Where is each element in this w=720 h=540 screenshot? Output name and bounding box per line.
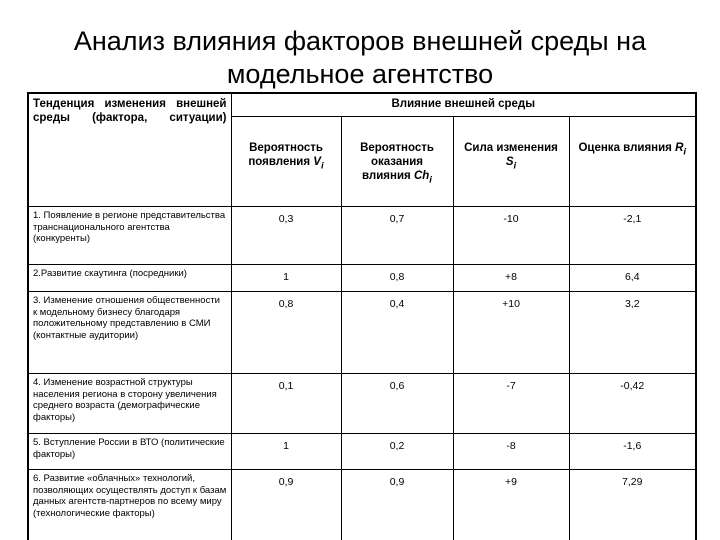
header-probability-influence xyxy=(341,117,453,207)
influence-table xyxy=(27,92,697,540)
table-row xyxy=(28,292,696,374)
cell-s: +8 xyxy=(453,265,569,292)
cell-r: -0,42 xyxy=(569,374,696,434)
cell-ch: 0,4 xyxy=(341,292,453,374)
row-label: 3. Изменение отношения общественности к модельному бизнесу благодаря положительному представлению в СМИ (контактные аудитории) xyxy=(28,292,231,374)
table-row xyxy=(28,374,696,434)
cell-v: 0,3 xyxy=(231,207,341,265)
cell-ch: 0,2 xyxy=(341,434,453,470)
header-influence: Влияние внешней среды xyxy=(231,93,696,117)
header-probability-influence-text: Вероятность оказания влияния xyxy=(360,142,434,182)
row-label: 4. Изменение возрастной структуры населения региона в сторону увеличения среднего возраста (демографические факторы) xyxy=(28,374,231,434)
cell-r: 3,2 xyxy=(569,292,696,374)
cell-s: -8 xyxy=(453,434,569,470)
header-estimate-symbol: R xyxy=(675,142,684,154)
header-strength xyxy=(453,117,569,207)
table-row xyxy=(28,265,696,292)
cell-ch: 0,9 xyxy=(341,470,453,540)
cell-r: -1,6 xyxy=(569,434,696,470)
cell-s: -10 xyxy=(453,207,569,265)
cell-v: 1 xyxy=(231,265,341,292)
cell-r: -2,1 xyxy=(569,207,696,265)
cell-s: +9 xyxy=(453,470,569,540)
header-probability-appearance-subscript: i xyxy=(320,160,324,172)
cell-v: 1 xyxy=(231,434,341,470)
cell-ch: 0,7 xyxy=(341,207,453,265)
header-estimate xyxy=(569,117,696,207)
table-row xyxy=(28,470,696,540)
table-row xyxy=(28,434,696,470)
cell-ch: 0,8 xyxy=(341,265,453,292)
cell-r: 7,29 xyxy=(569,470,696,540)
cell-s: +10 xyxy=(453,292,569,374)
header-strength-subscript: i xyxy=(513,160,517,172)
slide-title: Анализ влияния факторов внешней среды на модельное агентство xyxy=(73,26,647,89)
header-probability-influence-subscript: i xyxy=(429,174,432,186)
cell-v: 0,8 xyxy=(231,292,341,374)
header-probability-appearance-symbol: V xyxy=(313,156,321,168)
cell-s: -7 xyxy=(453,374,569,434)
header-estimate-text: Оценка влияния xyxy=(578,142,672,154)
cell-v: 0,1 xyxy=(231,374,341,434)
row-label: 1. Появление в регионе представительства транснационального агентства (конкуренты) xyxy=(28,207,231,265)
header-strength-symbol: S xyxy=(505,156,514,168)
row-label: 5. Вступление России в ВТО (политические факторы) xyxy=(28,434,231,470)
header-tendency: Тенденция изменения внешней среды (фактора, ситуации) xyxy=(28,93,231,207)
cell-ch: 0,6 xyxy=(341,374,453,434)
cell-v: 0,9 xyxy=(231,470,341,540)
header-row-1 xyxy=(28,93,696,117)
header-strength-text: Сила изменения xyxy=(464,142,558,154)
row-label: 6. Развитие «облачных» технологий, позволяющих осуществлять доступ к базам данных агентств-партнеров по всему миру (технологические факторы) xyxy=(28,470,231,540)
header-estimate-subscript: i xyxy=(683,146,687,158)
header-probability-appearance xyxy=(231,117,341,207)
row-label: 2.Развитие скаутинга (посредники) xyxy=(28,265,231,292)
cell-r: 6,4 xyxy=(569,265,696,292)
table-row xyxy=(28,207,696,265)
header-probability-appearance-text: Вероятность появления xyxy=(248,142,323,168)
header-probability-influence-symbol: Ch xyxy=(413,170,430,182)
